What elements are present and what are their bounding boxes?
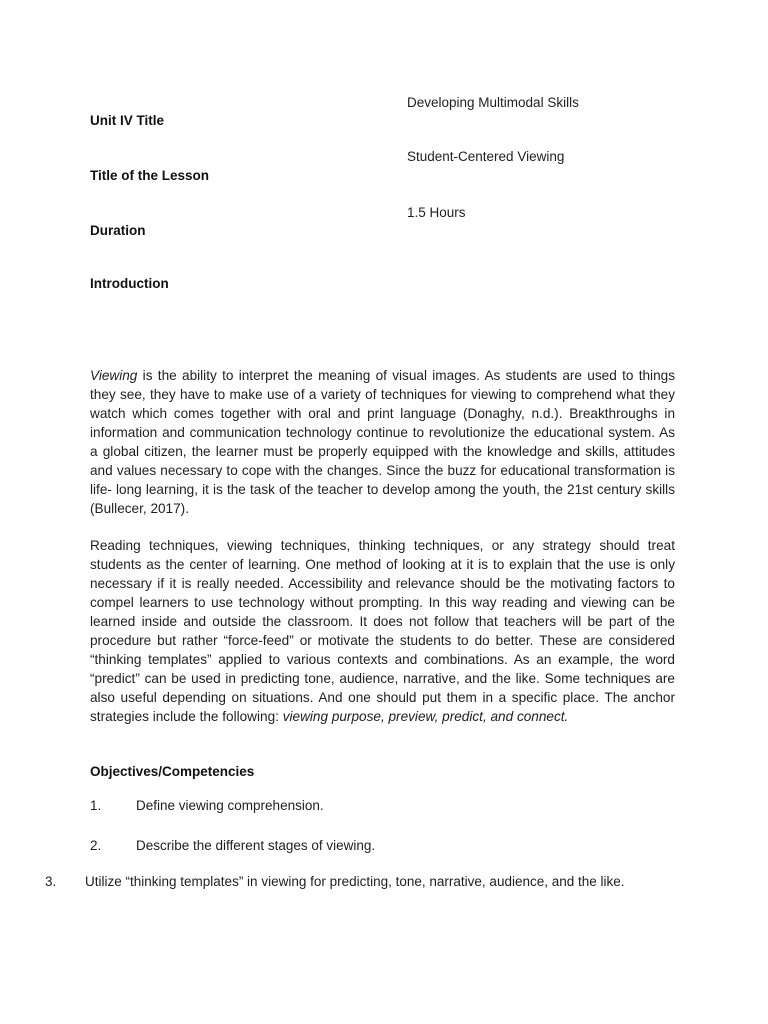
objective-item: Utilize “thinking templates” in viewing for predicting, tone, narrative, audience, and the like. bbox=[85, 874, 625, 889]
intro-paragraph-1-body: is the ability to interpret the meaning of visual images. As students are used to things they see, they have to make use of a variety of techniques for viewing to comprehend what they watch which comes together with oral and print language (Donaghy, n.d.). Breakthroughs in information and communication technology continue to revolutionize the educational system. As a global citizen, the learner must be properly equipped with the knowledge and skills, attitudes and values necessary to cope with the changes. Since the buzz for educational transformation is life- long learning, it is the task of the teacher to develop among the youth, the 21st century skills (Bullecer, 2017). bbox=[90, 368, 675, 516]
unit-title-value: Developing Multimodal Skills bbox=[407, 95, 579, 110]
objectives-heading: Objectives/Competencies bbox=[90, 764, 255, 779]
lesson-title-value: Student-Centered Viewing bbox=[407, 149, 565, 164]
objective-item: Define viewing comprehension. bbox=[136, 798, 324, 813]
lesson-title-label: Title of the Lesson bbox=[90, 168, 210, 183]
viewing-term: Viewing bbox=[90, 368, 138, 383]
unit-title-label: Unit IV Title bbox=[90, 113, 165, 128]
anchor-strategies: viewing purpose, preview, predict, and connect. bbox=[282, 709, 569, 724]
intro-paragraph-2 bbox=[90, 536, 675, 726]
objective-item: Describe the different stages of viewing. bbox=[136, 838, 376, 853]
objective-number: 3. bbox=[45, 874, 57, 889]
objective-number: 2. bbox=[90, 838, 102, 853]
duration-value: 1.5 Hours bbox=[407, 205, 466, 220]
intro-paragraph-1 bbox=[90, 366, 675, 518]
introduction-heading: Introduction bbox=[90, 276, 169, 291]
intro-paragraph-2-body: Reading techniques, viewing techniques, thinking techniques, or any strategy should treat students as the center of learning. One method of looking at it is to explain that the use is only necessary if it is really needed. Accessibility and relevance should be the motivating factors to compel learners to use technology without prompting. In this way reading and viewing can be learned inside and outside the classroom. It does not follow that teachers will be part of the procedure but rather “force-feed” or motivate the students to do better. These are considered “thinking templates” applied to various contexts and combinations. As an example, the word “predict” can be used in predicting tone, audience, narrative, and the like. Some techniques are also useful depending on situations. And one should put them in a specific place. The anchor strategies include the following: bbox=[90, 538, 675, 724]
duration-label: Duration bbox=[90, 223, 146, 238]
objective-number: 1. bbox=[90, 798, 102, 813]
